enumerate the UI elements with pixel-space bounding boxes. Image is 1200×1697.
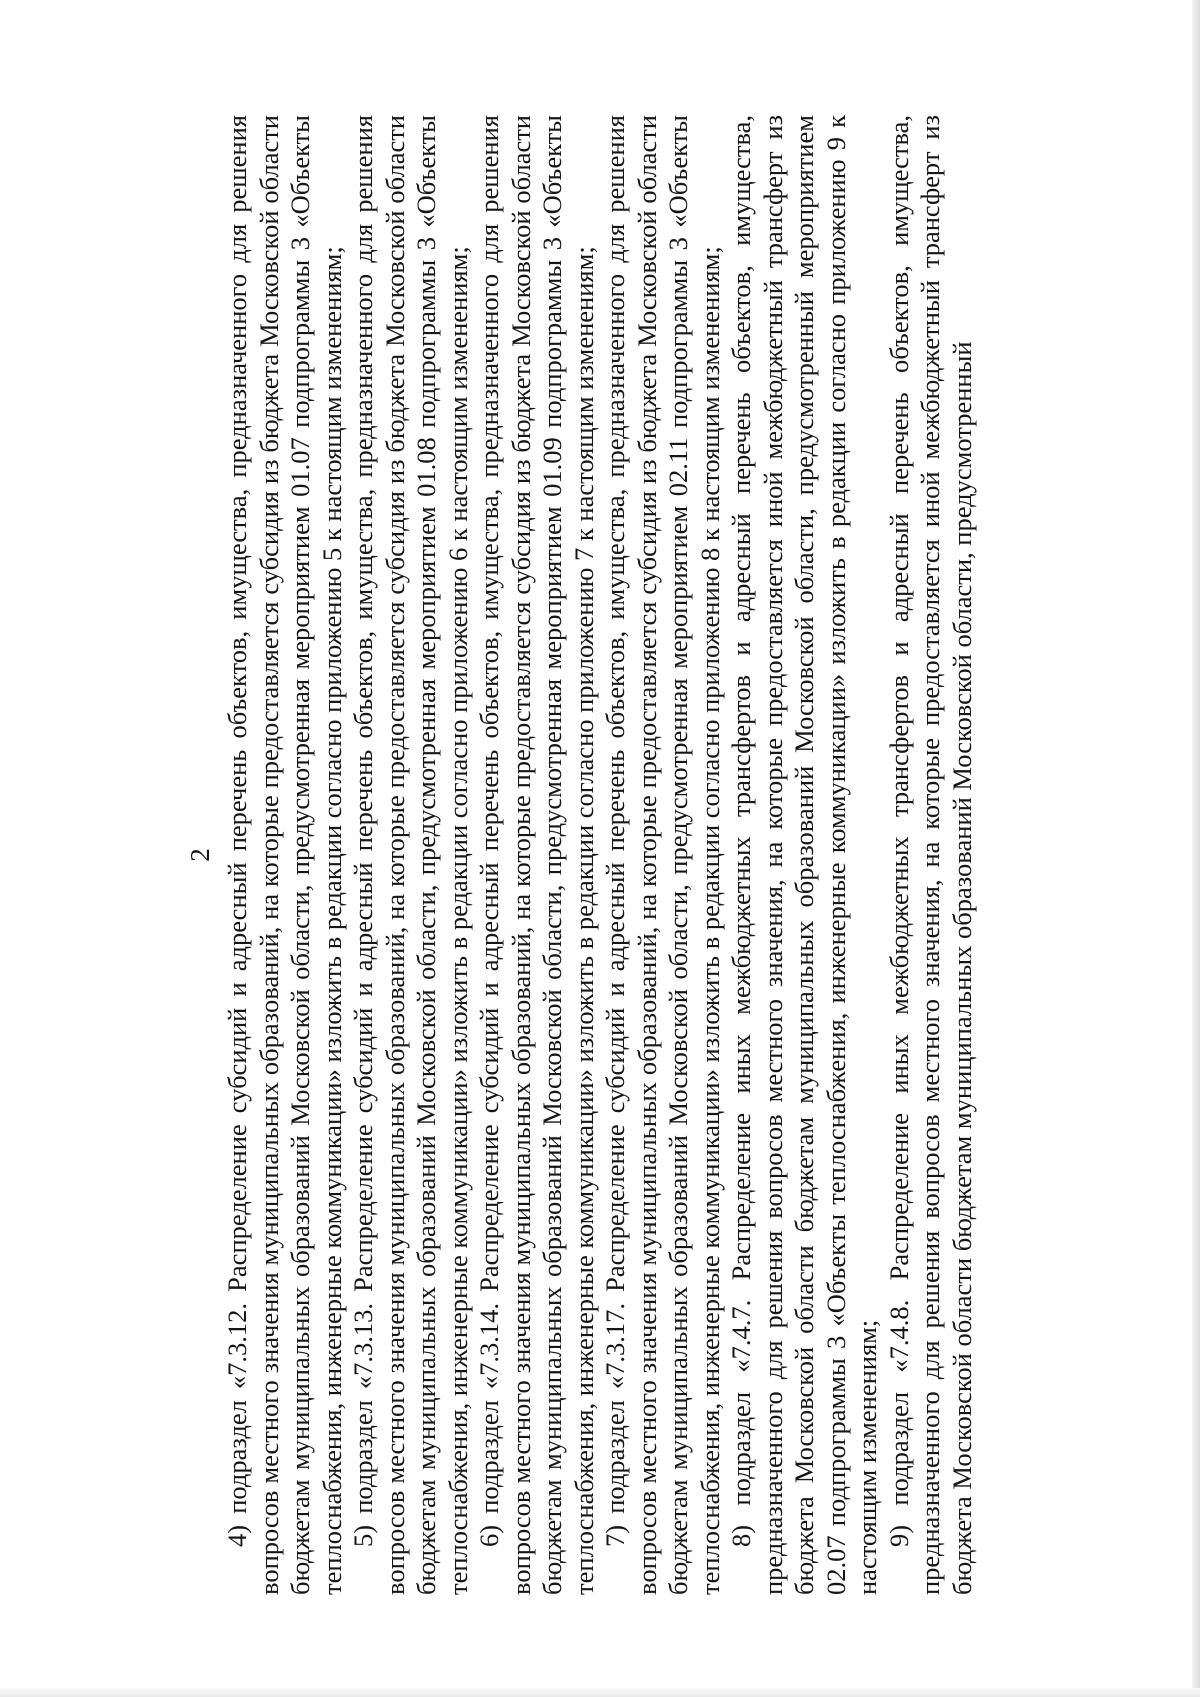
- paragraph-9: 9) подраздел «7.4.8. Распределение иных межбюджетных трансфертов и адресный перечень объектов, имущества, предназначенного для решения вопросов местного значения, на которые предоставляется иной межбюджетный трансферт из бюджета Московской области бюджетам муниципальных образований Московской области, предусмотренный: [883, 115, 977, 1595]
- paragraph-5: 5) подраздел «7.3.13. Распределение субсидий и адресный перечень объектов, имущества, предназначенного для решения вопросов местного значения муниципальных образований, на которые предоставляется субсидия из бюджета Московской области бюджетам муниципальных образований Московской области, предусмотренная мероприятием 01.08 подпрограммы 3 «Объекты теплоснабжения, инженерные коммуникации» изложить в редакции согласно приложению 6 к настоящим изменениям;: [348, 115, 473, 1595]
- paragraph-6: 6) подраздел «7.3.14. Распределение субсидий и адресный перечень объектов, имущества, предназначенного для решения вопросов местного значения муниципальных образований, на которые предоставляется субсидия из бюджета Московской области бюджетам муниципальных образований Московской области, предусмотренная мероприятием 01.09 подпрограммы 3 «Объекты теплоснабжения, инженерные коммуникации» изложить в редакции согласно приложению 7 к настоящим изменениям;: [474, 115, 599, 1595]
- page-number: 2: [185, 848, 215, 862]
- paragraph-7: 7) подраздел «7.3.17. Распределение субсидий и адресный перечень объектов, имущества, предназначенного для решения вопросов местного значения муниципальных образований, на которые предоставляется субсидия из бюджета Московской области бюджетам муниципальных образований Московской области, предусмотренная мероприятием 02.11 подпрограммы 3 «Объекты теплоснабжения, инженерные коммуникации» изложить в редакции согласно приложению 8 к настоящим изменениям;: [600, 115, 725, 1595]
- rotated-text-block: [182, 115, 1182, 1595]
- paragraph-8: 8) подраздел «7.4.7. Распределение иных межбюджетных трансфертов и адресный перечень объектов, имущества, предназначенного для решения вопросов местного значения, на которые предоставляется иной межбюджетный трансферт из бюджета Московской области бюджетам муниципальных образований Московской области, предусмотренный мероприятием 02.07 подпрограммы 3 «Объекты теплоснабжения, инженерные коммуникации» изложить в редакции согласно приложению 9 к настоящим изменениям;: [726, 115, 882, 1595]
- paragraph-4: 4) подраздел «7.3.12. Распределение субсидий и адресный перечень объектов, имущества, предназначенного для решения вопросов местного значения муниципальных образований, на которые предоставляется субсидия из бюджета Московской области бюджетам муниципальных образований Московской области, предусмотренная мероприятием 01.07 подпрограммы 3 «Объекты теплоснабжения, инженерные коммуникации» изложить в редакции согласно приложению 5 к настоящим изменениям;: [222, 115, 347, 1595]
- scan-edge-shadow: [1192, 0, 1200, 1697]
- scan-bottom-shadow: [0, 1688, 1200, 1697]
